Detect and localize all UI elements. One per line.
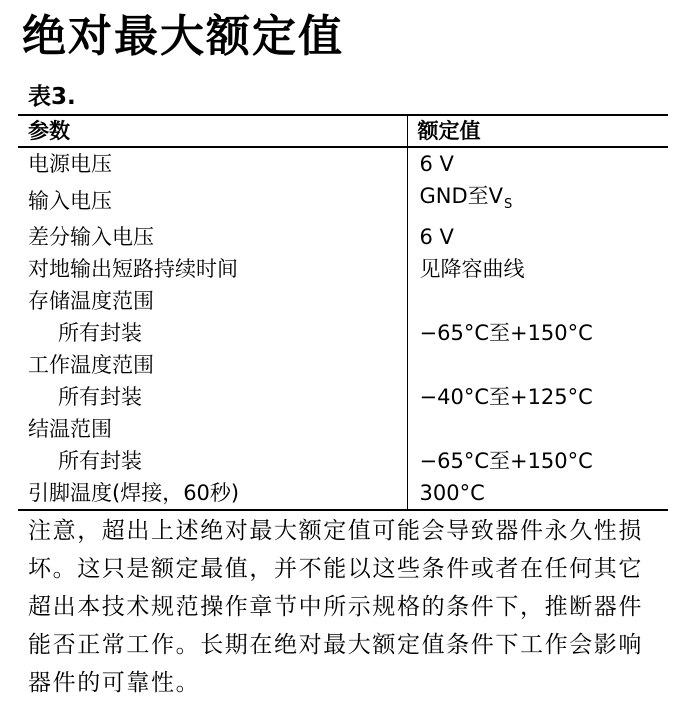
- rating-cell: [407, 381, 668, 413]
- caution-note: [28, 512, 668, 702]
- parameter-cell: 结温范围: [18, 413, 407, 445]
- rating-value: 6 V: [419, 225, 454, 249]
- rating-cell: [407, 413, 668, 445]
- parameter-cell: 工作温度范围: [18, 349, 407, 381]
- rating-cell: [407, 317, 668, 349]
- rating-cell: [407, 285, 668, 317]
- rating-value: −40°C至+125°C: [419, 385, 593, 409]
- header-rating: 额定值: [407, 115, 668, 147]
- parameter-cell: 输入电压: [18, 180, 407, 221]
- note-line: 超出本技术规范操作章节中所示规格的条件下，推断器件: [28, 594, 643, 620]
- parameter-cell: 引脚温度(焊接，60秒): [18, 477, 407, 510]
- parameter-cell: 所有封装: [18, 381, 407, 413]
- table-row: [18, 349, 668, 381]
- table-row: [18, 221, 668, 253]
- parameter-cell: 存储温度范围: [18, 285, 407, 317]
- parameter-cell: 差分输入电压: [18, 221, 407, 253]
- table-row: [18, 477, 668, 510]
- table-row: [18, 147, 668, 180]
- parameter-cell: 所有封装: [18, 317, 407, 349]
- rating-value: 见降容曲线: [419, 257, 525, 281]
- rating-cell: [407, 253, 668, 285]
- rating-value: GND至V: [419, 184, 504, 208]
- table-row: [18, 317, 668, 349]
- rating-value: 300°C: [419, 481, 485, 505]
- table-body: [18, 147, 668, 510]
- table-row: [18, 381, 668, 413]
- parameter-cell: 对地输出短路持续时间: [18, 253, 407, 285]
- rating-cell: [407, 477, 668, 510]
- table-row: [18, 445, 668, 477]
- table-label: 表3.: [28, 84, 76, 110]
- header-parameter: 参数: [18, 115, 407, 147]
- note-line: 器件的可靠性。: [28, 670, 201, 696]
- table-row: [18, 180, 668, 221]
- rating-subscript: S: [504, 197, 513, 212]
- absolute-max-ratings-table: [18, 114, 668, 511]
- page-title: 绝对最大额定值: [22, 11, 344, 62]
- parameter-cell: 电源电压: [18, 147, 407, 180]
- table-header-row: [18, 115, 668, 147]
- note-line: 注意，超出上述绝对最大额定值可能会导致器件永久性损: [28, 518, 643, 544]
- rating-cell: [407, 445, 668, 477]
- note-line: 能否正常工作。长期在绝对最大额定值条件下工作会影响: [28, 632, 643, 658]
- rating-value: 6 V: [419, 152, 454, 176]
- table-row: [18, 285, 668, 317]
- note-line: 坏。这只是额定最值，并不能以这些条件或者在任何其它: [28, 556, 643, 582]
- rating-value: −65°C至+150°C: [419, 449, 593, 473]
- rating-cell: [407, 147, 668, 180]
- table-row: [18, 413, 668, 445]
- rating-value: −65°C至+150°C: [419, 321, 593, 345]
- rating-cell: [407, 221, 668, 253]
- parameter-cell: 所有封装: [18, 445, 407, 477]
- table-row: [18, 253, 668, 285]
- rating-cell: [407, 349, 668, 381]
- rating-cell: [407, 180, 668, 221]
